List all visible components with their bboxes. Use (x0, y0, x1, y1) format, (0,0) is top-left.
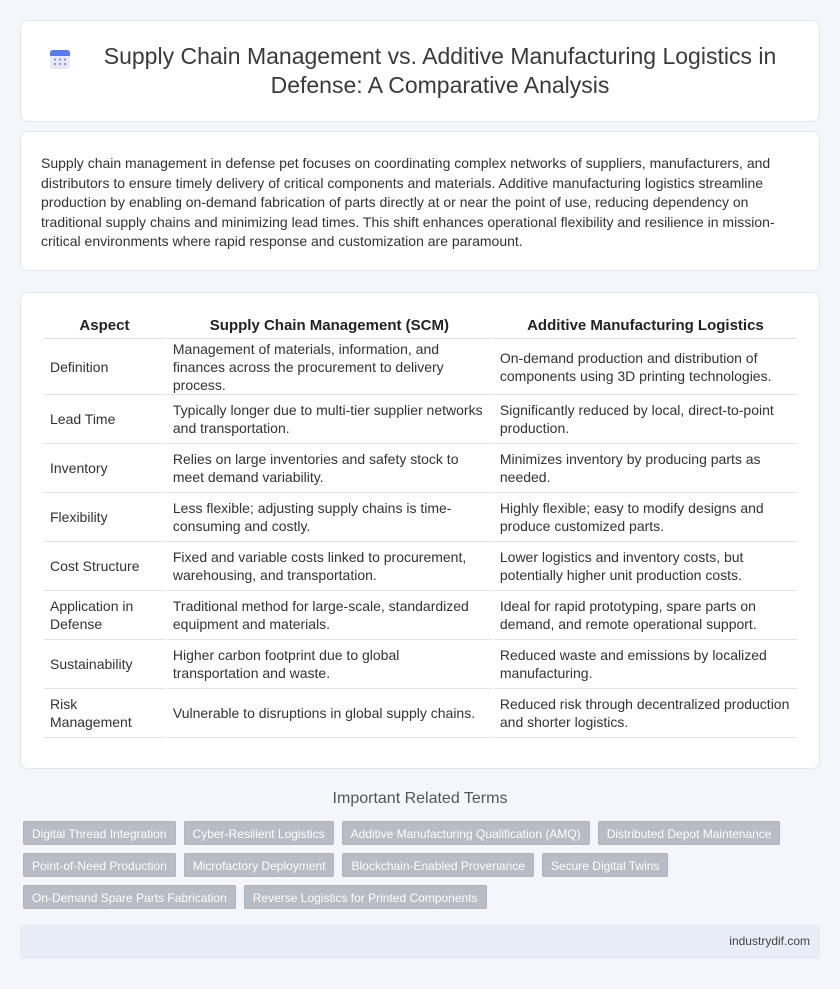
intro-paragraph: Supply chain management in defense pet focuses on coordinating complex networks of suppliers, manufacturers, and distributors to ensure timely delivery of critical components and materials. Additive manufacturing logistics streamline production by enabling on-demand fabrication of parts directly at or near the point of use, reducing dependency on traditional supply chains and minimizing lead times. This shift enhances operational flexibility and resilience in mission-critical environments where rapid response and customization are paramount. (41, 155, 775, 249)
cell-aspect: Flexibility (44, 493, 165, 542)
cell-scm: Typically longer due to multi-tier supplier networks and transportation. (167, 395, 492, 444)
cell-am: On-demand production and distribution of components using 3D printing technologies. (494, 339, 797, 395)
cell-scm: Less flexible; adjusting supply chains is time-consuming and costly. (167, 493, 492, 542)
cell-scm: Management of materials, information, and finances across the procurement to delivery process. (167, 339, 492, 395)
table-row (44, 640, 797, 689)
header-card (20, 20, 820, 122)
term-tag[interactable]: Blockchain-Enabled Provenance (342, 853, 533, 877)
related-terms-title: Important Related Terms (332, 790, 508, 807)
cell-am: Reduced risk through decentralized production and shorter logistics. (494, 689, 797, 738)
cell-am: Minimizes inventory by producing parts as needed. (494, 444, 797, 493)
header-scm: Supply Chain Management (SCM) (167, 315, 492, 339)
cell-aspect: Cost Structure (44, 542, 165, 591)
table-header-row (44, 315, 797, 339)
term-tag[interactable]: Point-of-Need Production (23, 853, 176, 877)
term-tag[interactable]: Additive Manufacturing Qualification (AMQ) (342, 821, 590, 845)
cell-scm: Higher carbon footprint due to global transportation and waste. (167, 640, 492, 689)
table-row (44, 591, 797, 640)
table-row (44, 444, 797, 493)
table-row (44, 395, 797, 444)
related-terms-list (23, 821, 793, 909)
table-row (44, 493, 797, 542)
table-row (44, 689, 797, 738)
term-tag[interactable]: Digital Thread Integration (23, 821, 176, 845)
cell-am: Lower logistics and inventory costs, but potentially higher unit production costs. (494, 542, 797, 591)
term-tag[interactable]: Cyber-Resilient Logistics (184, 821, 334, 845)
cell-aspect: Lead Time (44, 395, 165, 444)
comparison-table (42, 315, 799, 738)
cell-scm: Relies on large inventories and safety stock to meet demand variability. (167, 444, 492, 493)
cell-am: Highly flexible; easy to modify designs and produce customized parts. (494, 493, 797, 542)
term-tag[interactable]: Reverse Logistics for Printed Components (244, 885, 487, 909)
cell-aspect: Inventory (44, 444, 165, 493)
comparison-card (20, 292, 820, 769)
term-tag[interactable]: Secure Digital Twins (542, 853, 669, 877)
page-title: Supply Chain Management vs. Additive Manufacturing Logistics in Defense: A Comparative Analysis (103, 43, 777, 98)
table-row (44, 339, 797, 395)
footer (20, 925, 820, 959)
cell-aspect: Definition (44, 339, 165, 395)
footer-site-link[interactable]: industrydif.com (729, 934, 810, 948)
term-tag[interactable]: On-Demand Spare Parts Fabrication (23, 885, 236, 909)
term-tag[interactable]: Distributed Depot Maintenance (598, 821, 781, 845)
cell-scm: Vulnerable to disruptions in global supply chains. (167, 689, 492, 738)
cell-am: Ideal for rapid prototyping, spare parts on demand, and remote operational support. (494, 591, 797, 640)
cell-aspect: Application in Defense (44, 591, 165, 640)
table-row (44, 542, 797, 591)
cell-am: Significantly reduced by local, direct-to-point production. (494, 395, 797, 444)
cell-am: Reduced waste and emissions by localized manufacturing. (494, 640, 797, 689)
term-tag[interactable]: Microfactory Deployment (184, 853, 335, 877)
cell-scm: Fixed and variable costs linked to procurement, warehousing, and transportation. (167, 542, 492, 591)
header-aspect: Aspect (44, 315, 165, 339)
cell-aspect: Risk Management (44, 689, 165, 738)
header-am: Additive Manufacturing Logistics (494, 315, 797, 339)
cell-aspect: Sustainability (44, 640, 165, 689)
intro-card (20, 131, 820, 271)
cell-scm: Traditional method for large-scale, standardized equipment and materials. (167, 591, 492, 640)
